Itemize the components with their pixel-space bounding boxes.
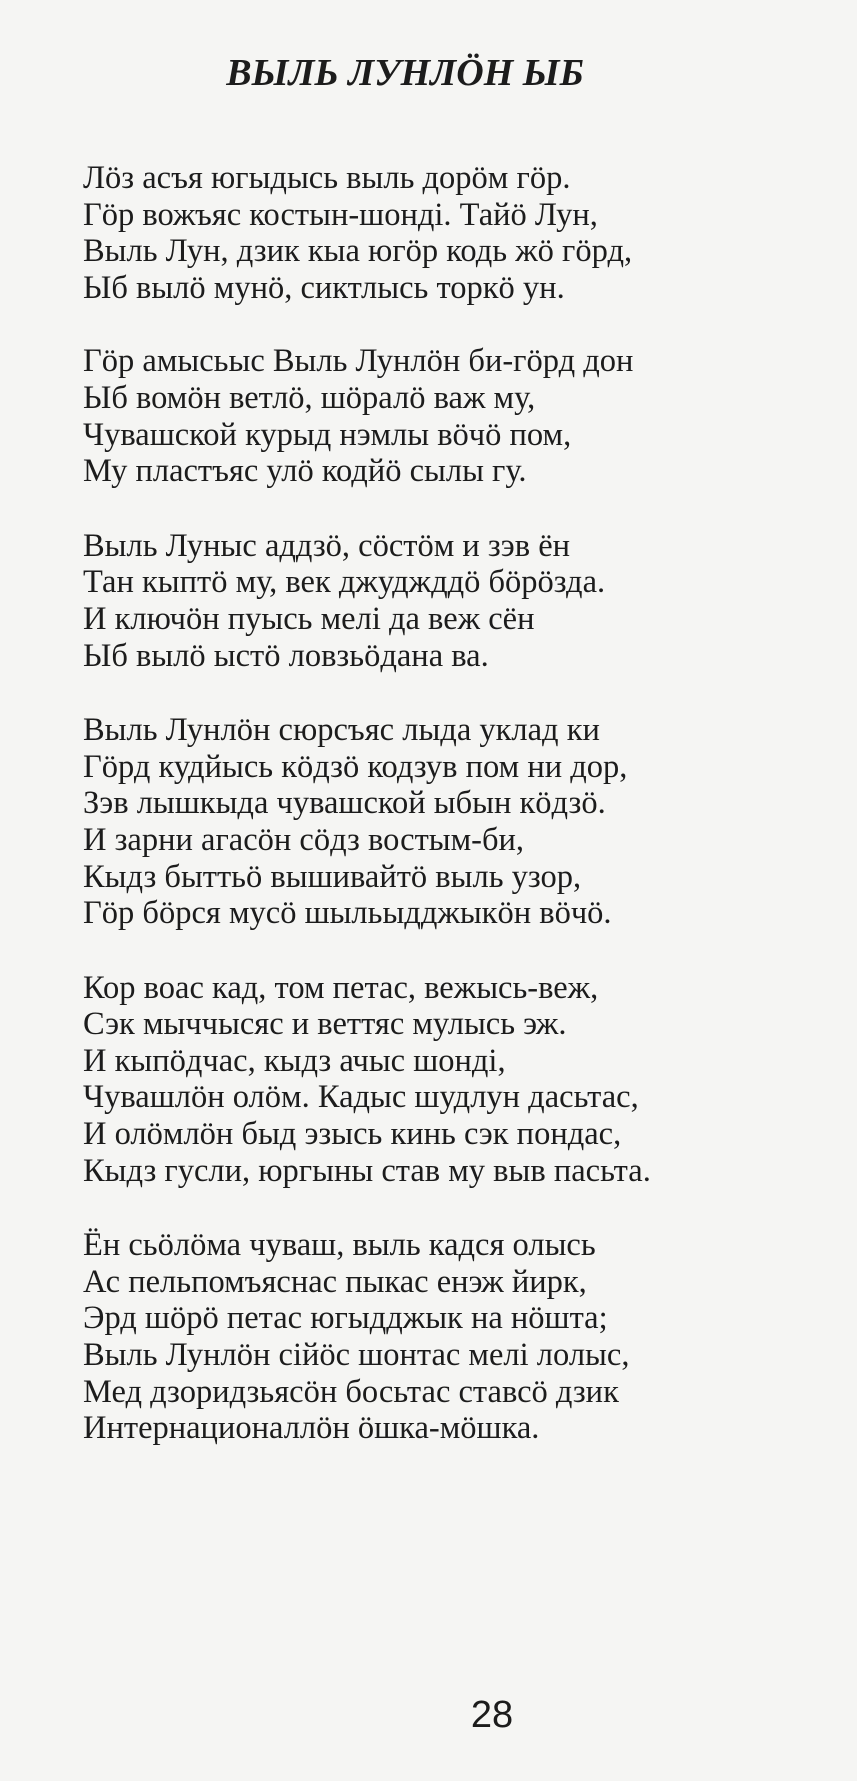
poem-line: И кыпöдчас, кыдз ачыс шонді,	[83, 1042, 506, 1079]
poem-line: И зарни агасöн сöдз востым-би,	[83, 821, 525, 858]
page-number: 28	[470, 1694, 514, 1736]
poem-line: Ыб вылö ыстö ловзьöдана ва.	[83, 637, 489, 674]
poem-line: Выль Лун, дзик кыа югöр кодь жö гöрд,	[83, 233, 633, 270]
poem-line: И ключöн пуысь мелі да веж сён	[83, 600, 535, 637]
poem-line: Гöр вожъяс костын-шонді. Тайö Лун,	[83, 196, 598, 233]
poem-line: Чувашской курыд нэмлы вöчö пом,	[83, 416, 572, 453]
poem-line: Выль Лунлöн сійöс шонтас мелі лолыс,	[83, 1337, 630, 1374]
poem-line: Выль Луныс аддзö, сöстöм и зэв ён	[83, 527, 571, 564]
poem-line: Лöз асъя югыдысь выль дорöм гöр.	[83, 160, 571, 196]
poem-line: Чувашлöн олöм. Кадыс шудлун дасьтас,	[83, 1079, 639, 1116]
poem-line: И олöмлöн быд эзысь кинь сэк пондас,	[83, 1116, 622, 1153]
stanza	[83, 970, 843, 1190]
poem-line: Гöр амысьыс Выль Лунлöн би-гöрд дон	[83, 343, 634, 380]
poem-line: Зэв лышкыда чувашской ыбын кöдзö.	[83, 785, 606, 822]
stanza	[83, 712, 843, 932]
poem-title: ВЫЛЬ ЛУНЛÖН ЫБ	[226, 52, 584, 94]
poem-line: Выль Лунлöн сюрсъяс лыда уклад ки	[83, 712, 600, 749]
poem-line: Сэк мыччысяс и веттяс мулысь эж.	[83, 1006, 567, 1043]
stanza	[83, 160, 843, 306]
poem-line: Ëн сьöлöма чуваш, выль кадся олысь	[83, 1227, 596, 1264]
poem-line: Му пластъяс улö кодйö сылы гу.	[83, 453, 527, 490]
poem-line: Тан кыптö му, век джуджддö бöрöзда.	[83, 564, 606, 601]
poem-line: Мед дзоридзьясöн босьтас ставсö дзик	[83, 1373, 619, 1410]
poem-body	[83, 160, 843, 1485]
stanza	[83, 343, 843, 489]
poem-line: Ыб вомöн ветлö, шöралö важ му,	[83, 379, 536, 416]
poem-line: Кыдз гусли, юргыны став му выв пасьта.	[83, 1152, 651, 1189]
poem-line: Гöр бöрся мусö шыльыдджыкöн вöчö.	[83, 895, 612, 932]
poem-line: Интернационаллöн öшка-мöшка.	[83, 1410, 540, 1447]
poem-line: Ыб вылö мунö, сиктлысь торкö ун.	[83, 269, 565, 306]
poem-line: Эрд шöрö петас югыдджык на нöшта;	[83, 1300, 608, 1337]
poem-line: Кор воас кад, том петас, вежысь-веж,	[83, 969, 599, 1006]
stanza	[83, 1227, 843, 1447]
stanza	[83, 528, 843, 674]
poem-line: Ас пельпомъяснас пыкас енэж йирк,	[83, 1263, 587, 1300]
poem-line: Гöрд кудйысь кöдзö кодзув пом ни дор,	[83, 748, 628, 785]
poem-line: Кыдз быттьö вышивайтö выль узор,	[83, 858, 582, 895]
